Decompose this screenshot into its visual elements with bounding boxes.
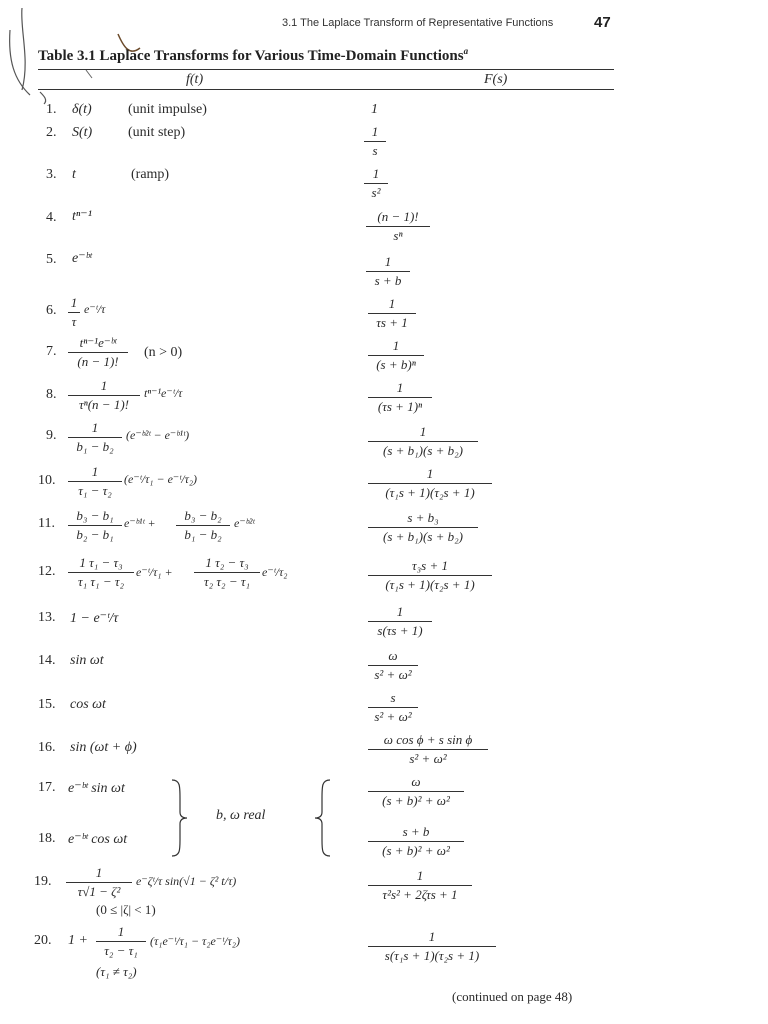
page-number: 47 xyxy=(594,14,611,31)
laplace-transform: 1 s xyxy=(364,124,386,159)
time-function: sin ωt xyxy=(70,653,104,668)
time-function: δ(t) xyxy=(72,102,92,117)
laplace-transform: s s² + ω² xyxy=(368,690,418,725)
time-function: 1 τⁿ(n − 1)! xyxy=(68,378,140,413)
row-number: 1. xyxy=(46,102,57,117)
time-function: 1 τ₁ − τ₃ τ₁ τ₁ − τ₂ xyxy=(68,555,134,590)
row-number: 4. xyxy=(46,210,57,225)
function-condition: (0 ≤ |ζ| < 1) xyxy=(96,902,156,917)
time-function-tail: (e⁻ᵇ²ᵗ − e⁻ᵇ¹ᵗ) xyxy=(126,428,190,442)
time-function: 1 τ√1 − ζ² xyxy=(66,865,132,900)
time-function: b₃ − b₁ b₂ − b₁ xyxy=(68,508,122,543)
row-number: 10. xyxy=(38,473,56,488)
time-function-tail: tⁿ⁻¹e⁻ᵗ/τ xyxy=(144,386,183,400)
time-function: tⁿ⁻¹ xyxy=(72,209,92,224)
row-number: 3. xyxy=(46,167,57,182)
laplace-transform: 1 (τs + 1)ⁿ xyxy=(368,380,432,415)
row-number: 16. xyxy=(38,740,56,755)
row-number: 6. xyxy=(46,303,57,318)
row-number: 20. xyxy=(34,933,52,948)
laplace-transform: 1 s(τs + 1) xyxy=(368,604,432,639)
time-function: e⁻ᵇᵗ xyxy=(72,251,92,266)
function-note: (n > 0) xyxy=(144,345,183,360)
row-number: 18. xyxy=(38,831,56,846)
row-number: 7. xyxy=(46,344,57,359)
function-note: (ramp) xyxy=(131,167,170,182)
time-function-tail: (e⁻ᵗ/τ₁ − e⁻ᵗ/τ₂) xyxy=(124,472,198,486)
function-note: (unit impulse) xyxy=(128,102,207,117)
row-number: 11. xyxy=(38,516,55,531)
row-number: 19. xyxy=(34,874,52,889)
laplace-transform: 1 (τ₁s + 1)(τ₂s + 1) xyxy=(368,466,492,501)
row-number: 8. xyxy=(46,387,57,402)
coefficient-fraction: 1 τ xyxy=(68,295,80,330)
time-function: e⁻ᵇᵗ cos ωt xyxy=(68,832,128,847)
time-function: S(t) xyxy=(72,125,93,140)
laplace-transform: ω cos ϕ + s sin ϕ s² + ω² xyxy=(368,732,488,767)
time-function: cos ωt xyxy=(70,697,106,712)
row-number: 17. xyxy=(38,780,56,795)
time-function: tⁿ⁻¹e⁻ᵇᵗ (n − 1)! xyxy=(68,335,128,370)
laplace-transform: 1 s(τ₁s + 1)(τ₂s + 1) xyxy=(368,929,496,964)
running-title: 3.1 The Laplace Transform of Representative Functions xyxy=(282,17,554,29)
time-function: e⁻ᵗ/τ xyxy=(84,302,106,316)
row-number: 14. xyxy=(38,653,56,668)
left-brace xyxy=(312,778,332,858)
header-rule xyxy=(38,89,614,90)
continued-note: (continued on page 48) xyxy=(452,989,573,1004)
brace-note: b, ω real xyxy=(216,808,266,823)
laplace-transform: 1 (s + b)ⁿ xyxy=(368,338,424,373)
time-function: 1 − e⁻ᵗ/τ xyxy=(70,611,119,626)
time-function-tail: e⁻ζᵗ/τ sin(√1 − ζ² t/τ) xyxy=(136,874,237,888)
row-number: 13. xyxy=(38,610,56,625)
laplace-transform: 1 s² xyxy=(364,166,388,201)
laplace-transform: 1 xyxy=(371,102,378,117)
function-condition: (τ₁ ≠ τ₂) xyxy=(96,964,137,979)
laplace-transform: 1 τs + 1 xyxy=(368,296,416,331)
time-function-second: b₃ − b₂ b₁ − b₂ xyxy=(176,508,230,543)
time-function-mid: e⁻ᵇ¹ᵗ + xyxy=(124,516,156,530)
laplace-transform: s + b (s + b)² + ω² xyxy=(368,824,464,859)
right-brace xyxy=(170,778,190,858)
table-title: Table 3.1 Laplace Transforms for Various Time-Domain Functions$^a$ xyxy=(38,46,469,64)
laplace-transform: 1 τ²s² + 2ζτs + 1 xyxy=(368,868,472,903)
laplace-transform: 1 s + b xyxy=(366,254,410,289)
laplace-transform: ω s² + ω² xyxy=(368,648,418,683)
laplace-transform: s + b₃ (s + b₁)(s + b₂) xyxy=(368,510,478,545)
laplace-transform: ω (s + b)² + ω² xyxy=(368,774,464,809)
time-function-tail: (τ₁e⁻ᵗ/τ₁ − τ₂e⁻ᵗ/τ₂) xyxy=(150,934,240,948)
time-function: t xyxy=(72,167,76,182)
row-number: 15. xyxy=(38,697,56,712)
row-number: 2. xyxy=(46,125,57,140)
time-function-tail: e⁻ᵇ²ᵗ xyxy=(234,516,255,530)
laplace-transform: 1 (s + b₁)(s + b₂) xyxy=(368,424,478,459)
time-function-mid: e⁻ᵗ/τ₁ + xyxy=(136,565,173,579)
time-function: 1 τ₁ − τ₂ xyxy=(68,464,122,499)
col-header-f: f(t) xyxy=(186,72,204,87)
title-rule xyxy=(38,69,614,70)
time-function-tail: e⁻ᵗ/τ₂ xyxy=(262,565,288,579)
function-note: (unit step) xyxy=(128,125,186,140)
time-function: e⁻ᵇᵗ sin ωt xyxy=(68,781,125,796)
laplace-transform: (n − 1)! sⁿ xyxy=(366,209,430,244)
time-function-second: 1 τ₂ − τ₃ τ₂ τ₂ − τ₁ xyxy=(194,555,260,590)
col-header-F: F(s) xyxy=(484,72,508,87)
row-number: 9. xyxy=(46,428,57,443)
time-function: 1 τ₂ − τ₁ xyxy=(96,924,146,959)
row-number: 12. xyxy=(38,564,56,579)
time-function: 1 b₁ − b₂ xyxy=(68,420,122,455)
row-number: 5. xyxy=(46,252,57,267)
laplace-transform: τ₃s + 1 (τ₁s + 1)(τ₂s + 1) xyxy=(368,558,492,593)
time-function: sin (ωt + ϕ) xyxy=(70,740,137,755)
time-function-prefix: 1 + xyxy=(68,933,88,948)
